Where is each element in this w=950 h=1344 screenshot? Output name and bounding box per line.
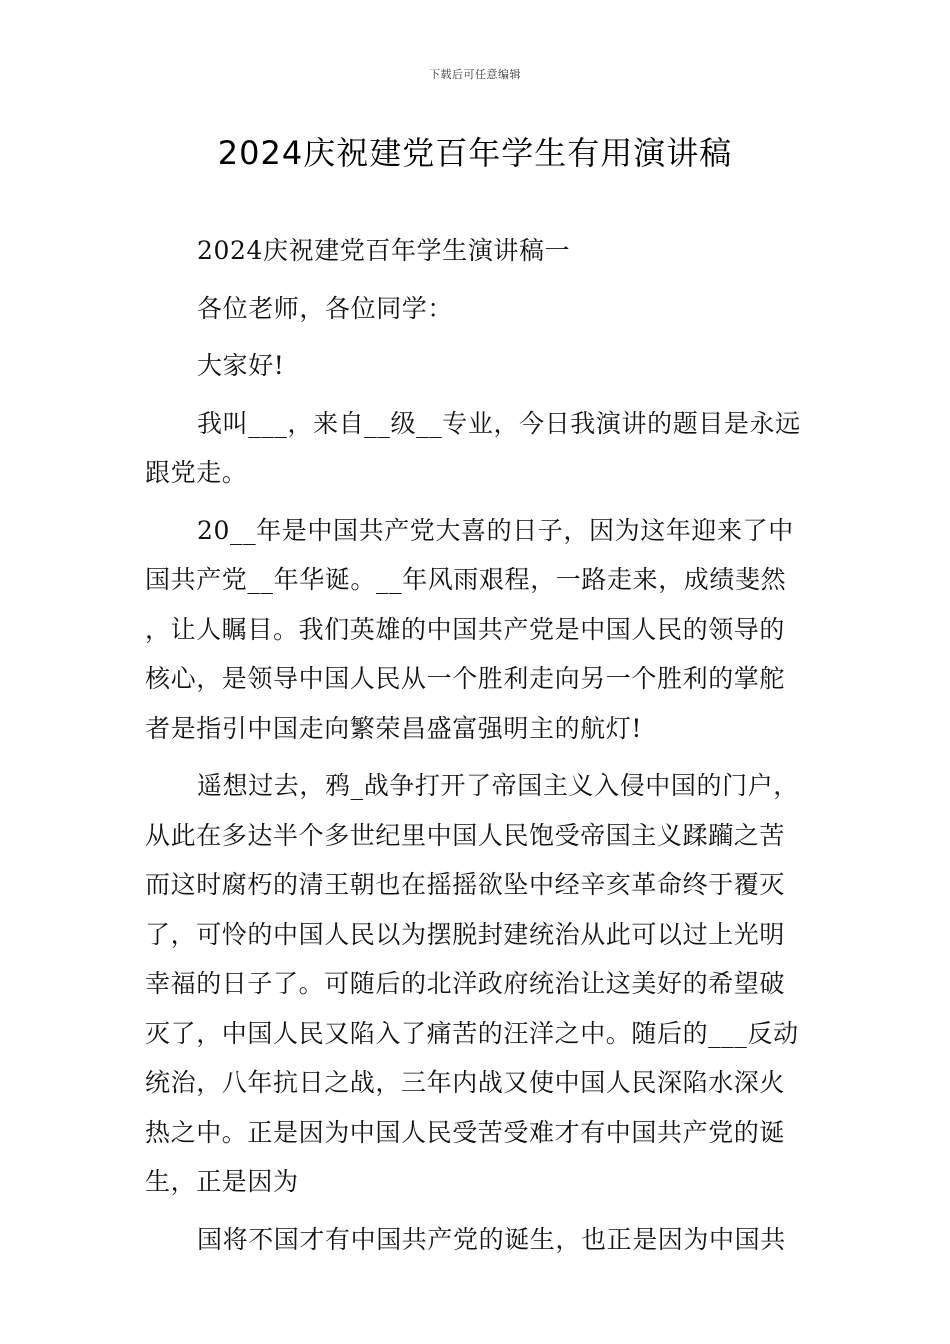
document-body [145,226,810,1264]
paragraph: 国将不国才有中国共产党的诞生，也正是因为中国共 [197,1224,786,1254]
paragraph: 2024庆祝建党百年学生演讲稿一 [197,236,571,265]
paragraph: 各位老师，各位同学： [197,293,454,323]
paragraph: 遥想过去，鸦_战争打开了帝国主义入侵中国的门户，从此在多达半个多世纪里中国人民饱受帝国主义蹂躏之苦而这时腐朽的清王朝也在摇摇欲坠中经辛亥革命终于覆灭了，可怜的中国人民以为摆脱封建统治从此可以过上光明幸福的日子了。可随后的北洋政府统治让这美好的希望破灭了，中国人民又陷入了痛苦的汪洋之中。随后的___反动统治，八年抗日之战，三年内战又使中国人民深陷水深火热之中。正是因为中国人民受苦受难才有中国共产党的诞生，正是因为 [145,771,799,1196]
paragraph: 我叫___，来自__级__专业，今日我演讲的题目是永远跟党走。 [145,408,801,487]
paragraph: 20__年是中国共产党大喜的日子，因为这年迎来了中国共产党__年华诞。__年风雨艰程，一路走来，成绩斐然，让人瞩目。我们英雄的中国共产党是中国人民的领导的核心，是领导中国人民从一个胜利走向另一个胜利的掌舵者是指引中国走向繁荣昌盛富强明主的航灯! [145,515,794,743]
page-title: 2024庆祝建党百年学生有用演讲稿 [217,134,733,172]
header-note: 下载后可任意编辑 [429,68,521,81]
paragraph: 大家好! [197,351,285,380]
